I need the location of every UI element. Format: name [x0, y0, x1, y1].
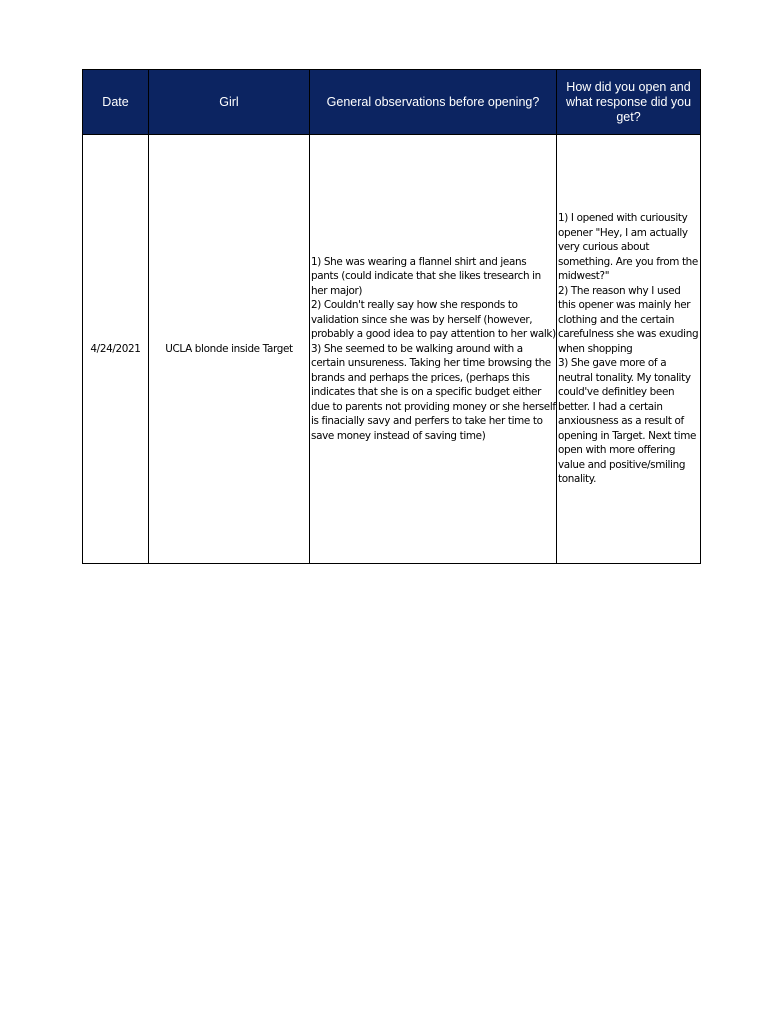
cell-observations: 1) She was wearing a flannel shirt and jeans pants (could indicate that she likes tresearch in her major) 2) Couldn't really say how she responds to validation since she was by herself (however, probably a good idea to pay attention to her walk) 3) She seemed to be walking around with a certain unsureness. Taking her time browsing the brands and perhaps the prices, (perhaps this indicates that she is on a specific budget either due to parents not providing money or she herself is finacially savy and perfers to take her time to save money instead of saving time) [310, 135, 557, 564]
header-date: Date [83, 70, 149, 135]
cell-date: 4/24/2021 [83, 135, 149, 564]
header-girl: Girl [149, 70, 310, 135]
header-row [83, 70, 701, 135]
table-header [83, 70, 701, 135]
table-body [83, 135, 701, 564]
table-row [83, 135, 701, 564]
cell-girl: UCLA blonde inside Target [149, 135, 310, 564]
journal-table [82, 69, 701, 564]
cell-opening: 1) I opened with curiousity opener "Hey, I am actually very curious about something. Are you from the midwest?" 2) The reason why I used this opener was mainly her clothing and the certain carefulness she was exuding when shopping 3) She gave more of a neutral tonality. My tonality could've definitley been better. I had a certain anxiousness as a result of opening in Target. Next time open with more offering value and positive/smiling tonality. [557, 135, 701, 564]
header-opening: How did you open and what response did you get? [557, 70, 701, 135]
header-observations: General observations before opening? [310, 70, 557, 135]
